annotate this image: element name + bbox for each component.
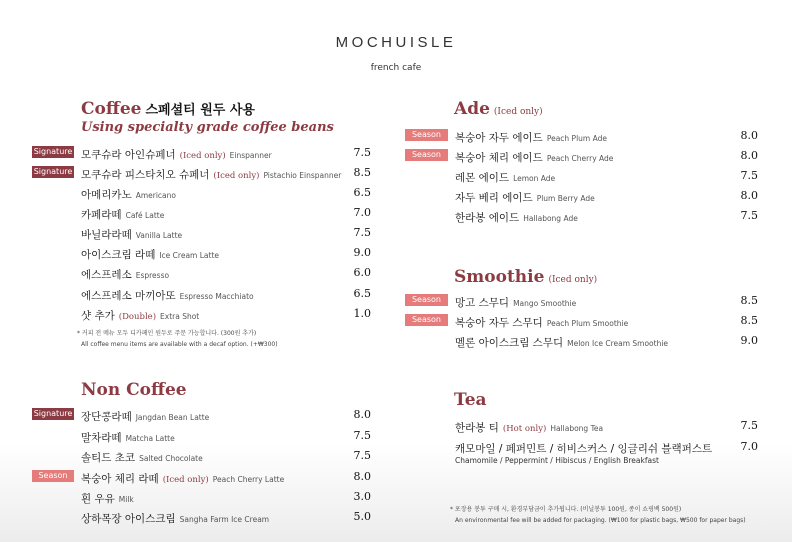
menu-item-lemon-ade: [0, 167, 792, 185]
brand-subtitle: french cafe: [370, 63, 422, 73]
item-price: 5.0: [353, 510, 371, 523]
menu-item-peach-plum-smoothie: [0, 312, 792, 330]
item-name-ko: 흰 우유: [81, 493, 115, 505]
item-name-en: Matcha Latte: [125, 434, 175, 443]
menu-item-hallabong-tea: [0, 417, 792, 435]
item-price: 8.0: [740, 129, 758, 142]
item-name-en: Espresso: [135, 271, 170, 280]
item-price: 6.5: [353, 186, 371, 199]
item-price: 7.5: [353, 429, 371, 442]
item-option: (Hot only): [502, 424, 547, 434]
item-price: 8.0: [353, 408, 371, 421]
item-name-en: Peach Cherry Latte: [212, 475, 285, 484]
item-name-ko: 복숭아 자두 에이드: [455, 132, 543, 144]
item-option: (Double): [118, 312, 157, 322]
item-price: 7.0: [740, 440, 758, 453]
item-price: 1.0: [353, 307, 371, 320]
item-price: 8.0: [740, 149, 758, 162]
item-price: 7.5: [740, 419, 758, 432]
season-badge: Season: [32, 470, 74, 482]
item-name-en: Einspanner: [229, 151, 272, 160]
item-name-en: Sangha Farm Ice Cream: [179, 515, 270, 524]
season-badge: Season: [405, 129, 448, 141]
item-name-ko: 복숭아 체리 에이드: [455, 152, 543, 164]
item-name-ko: 말차라떼: [81, 432, 122, 444]
item-name-ko: 망고 스무디: [455, 297, 510, 309]
item-price: 7.5: [740, 209, 758, 222]
item-name-en: Café Latte: [125, 211, 165, 220]
item-name-ko: 모쿠슈라 아인슈페너: [81, 149, 176, 161]
item-price: 8.0: [353, 470, 371, 483]
item-name-ko: 에스프레소 마끼아또: [81, 290, 176, 302]
menu-item-hallabong-ade: [0, 207, 792, 225]
item-name-en: Peach Plum Smoothie: [546, 319, 629, 328]
item-name-ko: 장단콩라떼: [81, 411, 132, 423]
item-name-en: Hallabong Tea: [550, 424, 604, 433]
item-name-en: Ice Cream Latte: [159, 251, 220, 260]
menu-item-herbal-teas: [0, 438, 792, 456]
item-price: 3.0: [353, 490, 371, 503]
menu-item-peach-cherry-ade: [0, 147, 792, 165]
item-price: 7.5: [353, 226, 371, 239]
decaf-note-ko: * 커피 전 메뉴 모두 디카페인 원두로 주문 가능합니다. (300원 추가): [77, 330, 257, 337]
packaging-fee-note-ko: * 포장용 봉투 구매 시, 환경부담금이 추가됩니다. (비닐봉투 100원, 종이 쇼핑백 500원): [450, 506, 682, 513]
item-name-en: Jangdan Bean Latte: [135, 413, 210, 422]
item-price: 9.0: [740, 334, 758, 347]
item-price: 8.5: [353, 166, 371, 179]
signature-badge: Signature: [33, 409, 73, 418]
item-name-ko: 아메리카노: [81, 189, 132, 201]
menu-item-peach-plum-ade: [0, 127, 792, 145]
item-name-en: Milk: [118, 495, 134, 504]
item-name-ko: 상하목장 아이스크림: [81, 513, 176, 525]
item-price: 6.0: [353, 266, 371, 279]
herbal-teas-name-en: Chamomile / Peppermint / Hibiscus / English Breakfast: [455, 456, 659, 465]
item-price: 7.5: [353, 146, 371, 159]
item-name-ko: 아이스크림 라떼: [81, 249, 156, 261]
menu-item-ice-cream-latte: [0, 244, 792, 262]
item-option: (Iced only): [162, 475, 209, 485]
non-coffee-section-title: Non Coffee: [81, 380, 187, 400]
season-badge: Season: [405, 314, 448, 326]
menu-item-vanilla-latte: [0, 224, 792, 242]
menu-item-mango-smoothie: [0, 292, 792, 310]
item-name-en: Plum Berry Ade: [536, 194, 595, 203]
menu-item-plum-berry-ade: [0, 187, 792, 205]
item-name-en: Peach Plum Ade: [546, 134, 607, 143]
tea-section-title: Tea: [454, 390, 487, 410]
item-name-ko: 캐모마일 / 페퍼민트 / 히비스커스 / 잉글리쉬 블랙퍼스트: [455, 443, 713, 455]
item-option: (Iced only): [179, 151, 226, 161]
signature-badge: Signature: [33, 167, 73, 176]
item-name-ko: 한라봉 에이드: [455, 212, 520, 224]
item-price: 7.5: [740, 169, 758, 182]
item-price: 7.0: [353, 206, 371, 219]
signature-badge: Signature: [33, 147, 73, 156]
item-name-ko: 복숭아 체리 라떼: [81, 473, 159, 485]
item-price: 9.0: [353, 246, 371, 259]
item-name-en: Extra Shot: [160, 312, 200, 321]
item-name-en: Melon Ice Cream Smoothie: [567, 339, 669, 348]
item-name-ko: 샷 추가: [81, 310, 115, 322]
season-badge: Season: [405, 149, 448, 161]
item-price: 8.5: [740, 314, 758, 327]
item-name-en: Mango Smoothie: [513, 299, 577, 308]
brand-title: MOCHUISLE: [335, 34, 457, 51]
item-name-en: Americano: [135, 191, 176, 200]
item-name-ko: 솔티드 초코: [81, 452, 136, 464]
item-name-en: Espresso Macchiato: [179, 292, 254, 301]
decaf-note-en: All coffee menu items are available with a decaf option. (+₩300): [81, 341, 278, 348]
item-price: 6.5: [353, 287, 371, 300]
menu-item-espresso: [0, 264, 792, 282]
item-name-ko: 레몬 에이드: [455, 172, 510, 184]
item-price: 7.5: [353, 449, 371, 462]
item-name-en: Salted Chocolate: [139, 454, 203, 463]
item-price: 8.0: [740, 189, 758, 202]
menu-item-peach-cherry-latte: [0, 468, 792, 486]
menu-item-melon-ice-cream-smoothie: [0, 332, 792, 350]
item-name-ko: 멜론 아이스크림 스무디: [455, 337, 564, 349]
item-name-en: Vanilla Latte: [135, 231, 183, 240]
coffee-section-title: Coffee 스페셜티 원두 사용: [81, 99, 255, 119]
item-name-en: Peach Cherry Ade: [546, 154, 614, 163]
item-name-ko: 자두 베리 에이드: [455, 192, 533, 204]
item-name-ko: 에스프레소: [81, 269, 132, 281]
item-price: 8.5: [740, 294, 758, 307]
item-name-ko: 바닐라라떼: [81, 229, 132, 241]
item-name-ko: 모쿠슈라 피스타치오 슈페너: [81, 169, 210, 181]
coffee-section-subtitle: Using specialty grade coffee beans: [81, 120, 334, 135]
menu-item-milk: [0, 488, 792, 506]
item-name-ko: 복숭아 자두 스무디: [455, 317, 543, 329]
season-badge: Season: [405, 294, 448, 306]
item-name-ko: 카페라떼: [81, 209, 122, 221]
item-name-en: Hallabong Ade: [523, 214, 578, 223]
item-name-en: Pistachio Einspanner: [263, 171, 342, 180]
ade-section-title: Ade (Iced only): [454, 99, 543, 119]
item-name-ko: 한라봉 티: [455, 422, 499, 434]
item-option: (Iced only): [213, 171, 260, 181]
smoothie-section-title: Smoothie (Iced only): [454, 267, 598, 287]
packaging-fee-note-en: An environmental fee will be added for packaging. (₩100 for plastic bags, ₩500 for paper bags): [455, 517, 746, 524]
item-name-en: Lemon Ade: [513, 174, 556, 183]
